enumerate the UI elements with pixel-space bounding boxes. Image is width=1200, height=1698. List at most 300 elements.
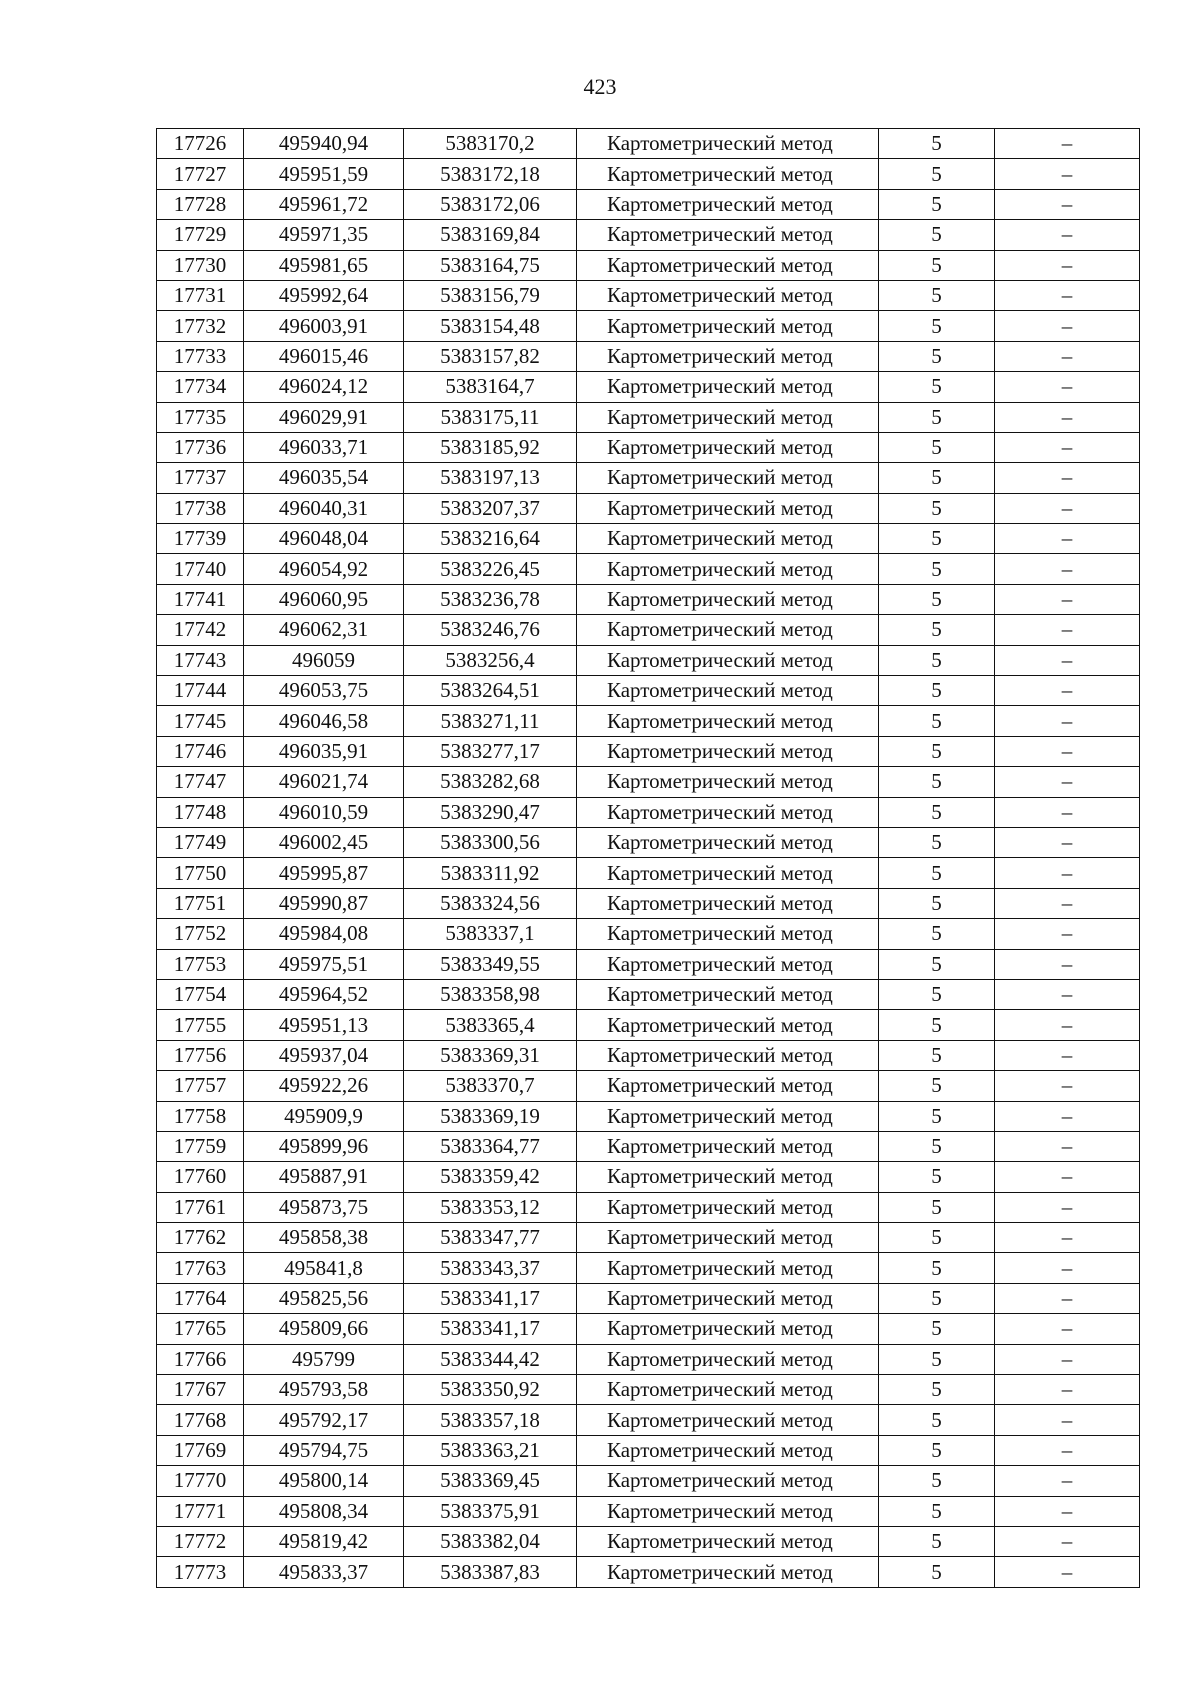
accuracy-cell: 5 (879, 827, 995, 857)
y-coordinate-cell: 5383197,13 (404, 463, 577, 493)
accuracy-cell: 5 (879, 979, 995, 1009)
accuracy-cell: 5 (879, 706, 995, 736)
x-coordinate-cell: 496048,04 (244, 524, 404, 554)
note-cell: – (995, 1010, 1140, 1040)
point-number-cell: 17764 (157, 1283, 244, 1313)
table-row (157, 1557, 1140, 1587)
table-row (157, 524, 1140, 554)
method-cell: Картометрический метод (577, 767, 879, 797)
table-row (157, 858, 1140, 888)
table-row (157, 919, 1140, 949)
y-coordinate-cell: 5383344,42 (404, 1344, 577, 1374)
accuracy-cell: 5 (879, 220, 995, 250)
method-cell: Картометрический метод (577, 554, 879, 584)
method-cell: Картометрический метод (577, 402, 879, 432)
method-cell: Картометрический метод (577, 1557, 879, 1587)
point-number-cell: 17734 (157, 372, 244, 402)
x-coordinate-cell: 495819,42 (244, 1526, 404, 1556)
accuracy-cell: 5 (879, 919, 995, 949)
note-cell: – (995, 280, 1140, 310)
method-cell: Картометрический метод (577, 1162, 879, 1192)
point-number-cell: 17757 (157, 1071, 244, 1101)
method-cell: Картометрический метод (577, 1496, 879, 1526)
note-cell: – (995, 1405, 1140, 1435)
point-number-cell: 17771 (157, 1496, 244, 1526)
y-coordinate-cell: 5383175,11 (404, 402, 577, 432)
table-row (157, 463, 1140, 493)
point-number-cell: 17727 (157, 159, 244, 189)
x-coordinate-cell: 496010,59 (244, 797, 404, 827)
note-cell: – (995, 493, 1140, 523)
point-number-cell: 17769 (157, 1435, 244, 1465)
y-coordinate-cell: 5383185,92 (404, 432, 577, 462)
table-row (157, 493, 1140, 523)
point-number-cell: 17755 (157, 1010, 244, 1040)
y-coordinate-cell: 5383337,1 (404, 919, 577, 949)
table-row (157, 584, 1140, 614)
table-row (157, 280, 1140, 310)
x-coordinate-cell: 496035,54 (244, 463, 404, 493)
x-coordinate-cell: 496003,91 (244, 311, 404, 341)
x-coordinate-cell: 496046,58 (244, 706, 404, 736)
note-cell: – (995, 1253, 1140, 1283)
x-coordinate-cell: 495800,14 (244, 1466, 404, 1496)
accuracy-cell: 5 (879, 1496, 995, 1526)
accuracy-cell: 5 (879, 736, 995, 766)
point-number-cell: 17747 (157, 767, 244, 797)
method-cell: Картометрический метод (577, 1131, 879, 1161)
method-cell: Картометрический метод (577, 615, 879, 645)
y-coordinate-cell: 5383236,78 (404, 584, 577, 614)
y-coordinate-cell: 5383156,79 (404, 280, 577, 310)
table-row (157, 341, 1140, 371)
table-row (157, 1344, 1140, 1374)
table-row (157, 372, 1140, 402)
method-cell: Картометрический метод (577, 220, 879, 250)
x-coordinate-cell: 496035,91 (244, 736, 404, 766)
table-row (157, 706, 1140, 736)
point-number-cell: 17745 (157, 706, 244, 736)
method-cell: Картометрический метод (577, 584, 879, 614)
note-cell: – (995, 1162, 1140, 1192)
accuracy-cell: 5 (879, 280, 995, 310)
point-number-cell: 17744 (157, 676, 244, 706)
note-cell: – (995, 797, 1140, 827)
point-number-cell: 17758 (157, 1101, 244, 1131)
y-coordinate-cell: 5383207,37 (404, 493, 577, 523)
accuracy-cell: 5 (879, 1314, 995, 1344)
accuracy-cell: 5 (879, 1101, 995, 1131)
point-number-cell: 17768 (157, 1405, 244, 1435)
table-row (157, 1223, 1140, 1253)
accuracy-cell: 5 (879, 1557, 995, 1587)
point-number-cell: 17756 (157, 1040, 244, 1070)
table-row (157, 827, 1140, 857)
method-cell: Картометрический метод (577, 1375, 879, 1405)
accuracy-cell: 5 (879, 250, 995, 280)
x-coordinate-cell: 495922,26 (244, 1071, 404, 1101)
note-cell: – (995, 1192, 1140, 1222)
accuracy-cell: 5 (879, 1192, 995, 1222)
table-row (157, 311, 1140, 341)
note-cell: – (995, 919, 1140, 949)
page-number: 423 (583, 74, 617, 99)
y-coordinate-cell: 5383369,31 (404, 1040, 577, 1070)
accuracy-cell: 5 (879, 341, 995, 371)
table-row (157, 1010, 1140, 1040)
point-number-cell: 17751 (157, 888, 244, 918)
note-cell: – (995, 888, 1140, 918)
x-coordinate-cell: 496029,91 (244, 402, 404, 432)
accuracy-cell: 5 (879, 1253, 995, 1283)
accuracy-cell: 5 (879, 463, 995, 493)
point-number-cell: 17761 (157, 1192, 244, 1222)
method-cell: Картометрический метод (577, 1101, 879, 1131)
y-coordinate-cell: 5383300,56 (404, 827, 577, 857)
method-cell: Картометрический метод (577, 827, 879, 857)
point-number-cell: 17752 (157, 919, 244, 949)
accuracy-cell: 5 (879, 189, 995, 219)
method-cell: Картометрический метод (577, 463, 879, 493)
x-coordinate-cell: 495841,8 (244, 1253, 404, 1283)
point-number-cell: 17772 (157, 1526, 244, 1556)
table-body (157, 129, 1140, 1588)
x-coordinate-cell: 495808,34 (244, 1496, 404, 1526)
y-coordinate-cell: 5383157,82 (404, 341, 577, 371)
method-cell: Картометрический метод (577, 159, 879, 189)
note-cell: – (995, 1526, 1140, 1556)
method-cell: Картометрический метод (577, 645, 879, 675)
x-coordinate-cell: 496024,12 (244, 372, 404, 402)
y-coordinate-cell: 5383172,06 (404, 189, 577, 219)
note-cell: – (995, 1101, 1140, 1131)
point-number-cell: 17753 (157, 949, 244, 979)
y-coordinate-cell: 5383172,18 (404, 159, 577, 189)
table-row (157, 1283, 1140, 1313)
method-cell: Картометрический метод (577, 311, 879, 341)
y-coordinate-cell: 5383364,77 (404, 1131, 577, 1161)
accuracy-cell: 5 (879, 1466, 995, 1496)
x-coordinate-cell: 496033,71 (244, 432, 404, 462)
y-coordinate-cell: 5383164,75 (404, 250, 577, 280)
note-cell: – (995, 311, 1140, 341)
table-row (157, 1253, 1140, 1283)
method-cell: Картометрический метод (577, 949, 879, 979)
accuracy-cell: 5 (879, 493, 995, 523)
point-number-cell: 17730 (157, 250, 244, 280)
table-row (157, 797, 1140, 827)
note-cell: – (995, 1466, 1140, 1496)
table-row (157, 1405, 1140, 1435)
x-coordinate-cell: 495899,96 (244, 1131, 404, 1161)
accuracy-cell: 5 (879, 372, 995, 402)
note-cell: – (995, 584, 1140, 614)
point-number-cell: 17733 (157, 341, 244, 371)
note-cell: – (995, 341, 1140, 371)
note-cell: – (995, 1496, 1140, 1526)
point-number-cell: 17763 (157, 1253, 244, 1283)
y-coordinate-cell: 5383271,11 (404, 706, 577, 736)
accuracy-cell: 5 (879, 584, 995, 614)
point-number-cell: 17737 (157, 463, 244, 493)
accuracy-cell: 5 (879, 676, 995, 706)
accuracy-cell: 5 (879, 402, 995, 432)
accuracy-cell: 5 (879, 524, 995, 554)
note-cell: – (995, 432, 1140, 462)
y-coordinate-cell: 5383164,7 (404, 372, 577, 402)
method-cell: Картометрический метод (577, 1466, 879, 1496)
accuracy-cell: 5 (879, 554, 995, 584)
accuracy-cell: 5 (879, 797, 995, 827)
note-cell: – (995, 1223, 1140, 1253)
y-coordinate-cell: 5383357,18 (404, 1405, 577, 1435)
y-coordinate-cell: 5383256,4 (404, 645, 577, 675)
y-coordinate-cell: 5383264,51 (404, 676, 577, 706)
accuracy-cell: 5 (879, 432, 995, 462)
x-coordinate-cell: 495873,75 (244, 1192, 404, 1222)
y-coordinate-cell: 5383170,2 (404, 129, 577, 159)
method-cell: Картометрический метод (577, 524, 879, 554)
note-cell: – (995, 189, 1140, 219)
method-cell: Картометрический метод (577, 736, 879, 766)
accuracy-cell: 5 (879, 858, 995, 888)
x-coordinate-cell: 495951,59 (244, 159, 404, 189)
y-coordinate-cell: 5383347,77 (404, 1223, 577, 1253)
table-row (157, 1192, 1140, 1222)
y-coordinate-cell: 5383282,68 (404, 767, 577, 797)
point-number-cell: 17743 (157, 645, 244, 675)
accuracy-cell: 5 (879, 615, 995, 645)
x-coordinate-cell: 496040,31 (244, 493, 404, 523)
point-number-cell: 17742 (157, 615, 244, 645)
method-cell: Картометрический метод (577, 372, 879, 402)
point-number-cell: 17726 (157, 129, 244, 159)
method-cell: Картометрический метод (577, 1435, 879, 1465)
note-cell: – (995, 949, 1140, 979)
accuracy-cell: 5 (879, 1162, 995, 1192)
note-cell: – (995, 1071, 1140, 1101)
note-cell: – (995, 250, 1140, 280)
note-cell: – (995, 463, 1140, 493)
x-coordinate-cell: 495937,04 (244, 1040, 404, 1070)
y-coordinate-cell: 5383350,92 (404, 1375, 577, 1405)
note-cell: – (995, 858, 1140, 888)
x-coordinate-cell: 495984,08 (244, 919, 404, 949)
accuracy-cell: 5 (879, 767, 995, 797)
y-coordinate-cell: 5383359,42 (404, 1162, 577, 1192)
x-coordinate-cell: 495992,64 (244, 280, 404, 310)
accuracy-cell: 5 (879, 311, 995, 341)
accuracy-cell: 5 (879, 129, 995, 159)
point-number-cell: 17750 (157, 858, 244, 888)
y-coordinate-cell: 5383358,98 (404, 979, 577, 1009)
note-cell: – (995, 1375, 1140, 1405)
y-coordinate-cell: 5383290,47 (404, 797, 577, 827)
table-row (157, 554, 1140, 584)
accuracy-cell: 5 (879, 1131, 995, 1161)
table-row (157, 1466, 1140, 1496)
point-number-cell: 17760 (157, 1162, 244, 1192)
accuracy-cell: 5 (879, 1283, 995, 1313)
y-coordinate-cell: 5383365,4 (404, 1010, 577, 1040)
method-cell: Картометрический метод (577, 1223, 879, 1253)
accuracy-cell: 5 (879, 1040, 995, 1070)
y-coordinate-cell: 5383370,7 (404, 1071, 577, 1101)
x-coordinate-cell: 495909,9 (244, 1101, 404, 1131)
method-cell: Картометрический метод (577, 432, 879, 462)
note-cell: – (995, 1283, 1140, 1313)
point-number-cell: 17740 (157, 554, 244, 584)
accuracy-cell: 5 (879, 1223, 995, 1253)
point-number-cell: 17773 (157, 1557, 244, 1587)
point-number-cell: 17765 (157, 1314, 244, 1344)
table-row (157, 979, 1140, 1009)
method-cell: Картометрический метод (577, 676, 879, 706)
x-coordinate-cell: 495940,94 (244, 129, 404, 159)
note-cell: – (995, 767, 1140, 797)
note-cell: – (995, 645, 1140, 675)
y-coordinate-cell: 5383363,21 (404, 1435, 577, 1465)
y-coordinate-cell: 5383341,17 (404, 1314, 577, 1344)
x-coordinate-cell: 495825,56 (244, 1283, 404, 1313)
note-cell: – (995, 159, 1140, 189)
note-cell: – (995, 1557, 1140, 1587)
note-cell: – (995, 372, 1140, 402)
table-row (157, 645, 1140, 675)
table-row (157, 1101, 1140, 1131)
x-coordinate-cell: 496060,95 (244, 584, 404, 614)
point-number-cell: 17749 (157, 827, 244, 857)
y-coordinate-cell: 5383341,17 (404, 1283, 577, 1313)
table-row (157, 615, 1140, 645)
point-number-cell: 17735 (157, 402, 244, 432)
x-coordinate-cell: 495975,51 (244, 949, 404, 979)
x-coordinate-cell: 495793,58 (244, 1375, 404, 1405)
accuracy-cell: 5 (879, 1375, 995, 1405)
table-row (157, 1162, 1140, 1192)
table-row (157, 767, 1140, 797)
accuracy-cell: 5 (879, 949, 995, 979)
table-row (157, 159, 1140, 189)
method-cell: Картометрический метод (577, 706, 879, 736)
point-number-cell: 17746 (157, 736, 244, 766)
method-cell: Картометрический метод (577, 189, 879, 219)
table-row (157, 432, 1140, 462)
method-cell: Картометрический метод (577, 979, 879, 1009)
y-coordinate-cell: 5383311,92 (404, 858, 577, 888)
point-number-cell: 17728 (157, 189, 244, 219)
method-cell: Картометрический метод (577, 1010, 879, 1040)
x-coordinate-cell: 496015,46 (244, 341, 404, 371)
y-coordinate-cell: 5383169,84 (404, 220, 577, 250)
accuracy-cell: 5 (879, 159, 995, 189)
table-row (157, 1131, 1140, 1161)
point-number-cell: 17766 (157, 1344, 244, 1374)
note-cell: – (995, 1040, 1140, 1070)
table-row (157, 1435, 1140, 1465)
x-coordinate-cell: 495961,72 (244, 189, 404, 219)
accuracy-cell: 5 (879, 1435, 995, 1465)
note-cell: – (995, 402, 1140, 432)
accuracy-cell: 5 (879, 1071, 995, 1101)
y-coordinate-cell: 5383353,12 (404, 1192, 577, 1222)
point-number-cell: 17767 (157, 1375, 244, 1405)
method-cell: Картометрический метод (577, 129, 879, 159)
table-row (157, 402, 1140, 432)
method-cell: Картометрический метод (577, 1192, 879, 1222)
x-coordinate-cell: 496054,92 (244, 554, 404, 584)
method-cell: Картометрический метод (577, 1526, 879, 1556)
point-number-cell: 17770 (157, 1466, 244, 1496)
table-row (157, 129, 1140, 159)
method-cell: Картометрический метод (577, 1283, 879, 1313)
x-coordinate-cell: 496021,74 (244, 767, 404, 797)
coordinates-table (156, 128, 1140, 1588)
point-number-cell: 17729 (157, 220, 244, 250)
point-number-cell: 17748 (157, 797, 244, 827)
x-coordinate-cell: 495799 (244, 1344, 404, 1374)
table-row (157, 1071, 1140, 1101)
x-coordinate-cell: 496053,75 (244, 676, 404, 706)
table-row (157, 888, 1140, 918)
accuracy-cell: 5 (879, 1010, 995, 1040)
point-number-cell: 17736 (157, 432, 244, 462)
table-row (157, 1375, 1140, 1405)
table-row (157, 189, 1140, 219)
x-coordinate-cell: 495794,75 (244, 1435, 404, 1465)
table-row (157, 676, 1140, 706)
note-cell: – (995, 220, 1140, 250)
table-row (157, 1040, 1140, 1070)
method-cell: Картометрический метод (577, 888, 879, 918)
accuracy-cell: 5 (879, 1405, 995, 1435)
x-coordinate-cell: 495887,91 (244, 1162, 404, 1192)
note-cell: – (995, 1131, 1140, 1161)
point-number-cell: 17741 (157, 584, 244, 614)
note-cell: – (995, 615, 1140, 645)
point-number-cell: 17738 (157, 493, 244, 523)
table-row (157, 1314, 1140, 1344)
note-cell: – (995, 554, 1140, 584)
y-coordinate-cell: 5383324,56 (404, 888, 577, 918)
note-cell: – (995, 706, 1140, 736)
table-row (157, 250, 1140, 280)
note-cell: – (995, 1314, 1140, 1344)
x-coordinate-cell: 496062,31 (244, 615, 404, 645)
y-coordinate-cell: 5383349,55 (404, 949, 577, 979)
accuracy-cell: 5 (879, 1526, 995, 1556)
y-coordinate-cell: 5383277,17 (404, 736, 577, 766)
note-cell: – (995, 1344, 1140, 1374)
point-number-cell: 17762 (157, 1223, 244, 1253)
table-row (157, 1496, 1140, 1526)
accuracy-cell: 5 (879, 1344, 995, 1374)
point-number-cell: 17759 (157, 1131, 244, 1161)
y-coordinate-cell: 5383216,64 (404, 524, 577, 554)
note-cell: – (995, 676, 1140, 706)
x-coordinate-cell: 495951,13 (244, 1010, 404, 1040)
point-number-cell: 17731 (157, 280, 244, 310)
method-cell: Картометрический метод (577, 858, 879, 888)
x-coordinate-cell: 495990,87 (244, 888, 404, 918)
x-coordinate-cell: 495995,87 (244, 858, 404, 888)
method-cell: Картометрический метод (577, 250, 879, 280)
note-cell: – (995, 827, 1140, 857)
method-cell: Картометрический метод (577, 1344, 879, 1374)
table-row (157, 1526, 1140, 1556)
note-cell: – (995, 129, 1140, 159)
accuracy-cell: 5 (879, 888, 995, 918)
